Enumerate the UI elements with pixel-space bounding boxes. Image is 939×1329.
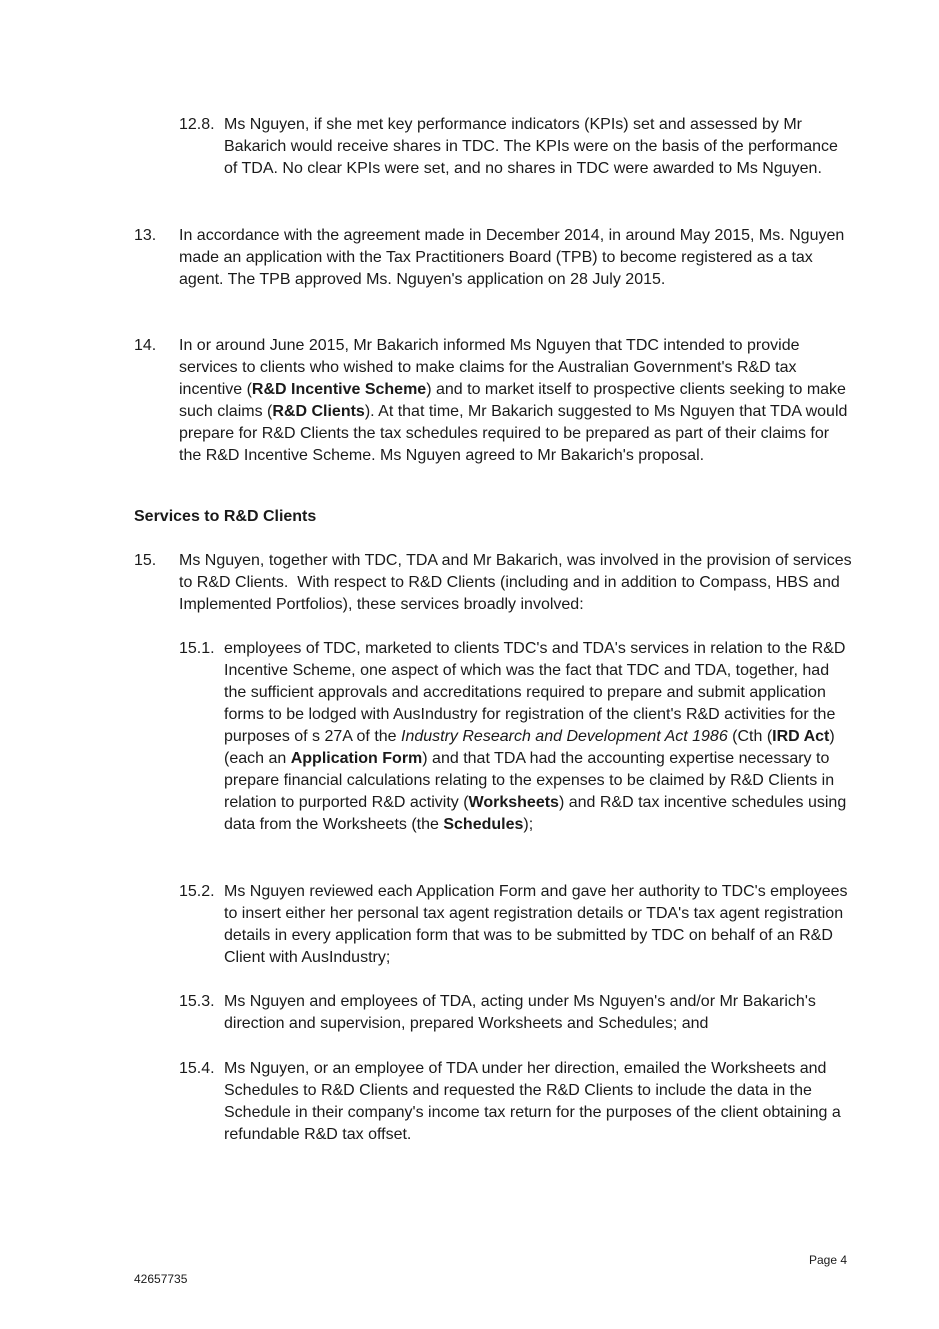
paragraph-number: 14. (134, 337, 157, 354)
text-segment: ) (each an (224, 728, 840, 767)
text-segment: employees of TDC, marketed to clients TDC's and TDA's services in relation to the R&D Incentive Scheme, one aspect of which was the fact that TDC and TDA, together, had the sufficient approvals and accreditations required to prepare and submit application forms to be lodged with AusIndustry for registration of the client's R&D activities for the purposes of s 27A of the (224, 640, 850, 745)
text-segment: Ms Nguyen, together with TDC, TDA and Mr Bakarich, was involved in the provision of services to R&D Clients. With respect to R&D Clients (including and in addition to Compass, HBS and Implemented Portfolios), these services broadly involved: (179, 552, 857, 613)
text-segment: Ms Nguyen, or an employee of TDA under her direction, emailed the Worksheets and Schedules to R&D Clients and requested the R&D Clients to include the data in the Schedule in their company's income tax return for the purposes of the client obtaining a refundable R&D tax offset. (224, 1060, 846, 1143)
document-id: 42657735 (134, 1272, 188, 1286)
paragraph-14 (134, 335, 854, 467)
paragraph-number: 15.2. (179, 883, 215, 900)
paragraph-text (224, 991, 854, 1035)
paragraph-number: 13. (134, 227, 157, 244)
text-segment: In accordance with the agreement made in December 2014, in around May 2015, Ms. Nguyen made an application with the Tax Practitioners Board (TPB) to become registered as a tax agent. The TPB approved Ms. Nguyen's application on 28 July 2015. (179, 227, 849, 288)
text-segment: (Cth ( (727, 728, 773, 745)
paragraph-number: 15.3. (179, 993, 215, 1010)
paragraph-text (179, 335, 854, 467)
text-segment: Ms Nguyen and employees of TDA, acting under Ms Nguyen's and/or Mr Bakarich's direction and supervision, prepared Worksheets and Schedules; and (224, 993, 821, 1032)
paragraph-12-8 (179, 114, 854, 180)
paragraph-text (179, 225, 854, 291)
text-segment: Ms Nguyen reviewed each Application Form and gave her authority to TDC's employees to insert either her personal tax agent registration details or TDA's tax agent registration details in every application form that was to be submitted by TDC on behalf of an R&D Client with AusIndustry; (224, 883, 852, 966)
paragraph-number: 12.8. (179, 116, 215, 133)
defined-term: Worksheets (468, 794, 559, 811)
paragraph-number: 15.4. (179, 1060, 215, 1077)
paragraph-text (224, 638, 854, 836)
text-segment: ) and that TDA had the accounting expertise necessary to prepare financial calculations relating to the expenses to be claimed by R&D Clients in relation to purported R&D activity ( (224, 750, 839, 811)
defined-term: Application Form (290, 750, 423, 767)
text-segment: In or around June 2015, Mr Bakarich informed Ms Nguyen that TDC intended to provide services to clients who wished to make claims for the Australian Government's R&D tax incentive ( (179, 337, 804, 398)
paragraph-15 (134, 550, 857, 616)
text-segment: Ms Nguyen, if she met key performance indicators (KPIs) set and assessed by Mr Bakarich would receive shares in TDC. The KPIs were on the basis of the performance of TDA. No clear KPIs were set, and no shares in TDC were awarded to Ms Nguyen. (224, 116, 843, 177)
text-segment: ) and to market itself to prospective clients seeking to make such claims ( (179, 381, 851, 420)
text-segment: ). At that time, Mr Bakarich suggested to Ms Nguyen that TDA would prepare for R&D Clients the tax schedules required to be prepared as part of their claims for the R&D Incentive Scheme. Ms Nguyen agreed to Mr Bakarich's proposal. (179, 403, 852, 464)
paragraph-number: 15.1. (179, 640, 215, 657)
section-heading: Services to R&D Clients (134, 508, 317, 525)
text-segment: ) and R&D tax incentive schedules using data from the Worksheets (the (224, 794, 851, 833)
page-number: Page 4 (809, 1253, 848, 1267)
paragraph-text (224, 114, 854, 180)
defined-term: IRD Act (772, 728, 830, 745)
paragraph-text (179, 550, 857, 616)
paragraph-15-2 (179, 881, 854, 969)
paragraph-text (224, 881, 854, 969)
act-title: Industry Research and Development Act 1986 (401, 728, 728, 745)
paragraph-15-1 (179, 638, 854, 836)
defined-term: R&D Incentive Scheme (251, 381, 427, 398)
paragraph-15-4 (179, 1058, 854, 1146)
defined-term: Schedules (443, 816, 524, 833)
paragraph-number: 15. (134, 552, 157, 569)
defined-term: R&D Clients (272, 403, 365, 420)
paragraph-15-3 (179, 991, 854, 1035)
paragraph-text (224, 1058, 854, 1146)
text-segment: ); (523, 816, 534, 833)
paragraph-13 (134, 225, 854, 291)
